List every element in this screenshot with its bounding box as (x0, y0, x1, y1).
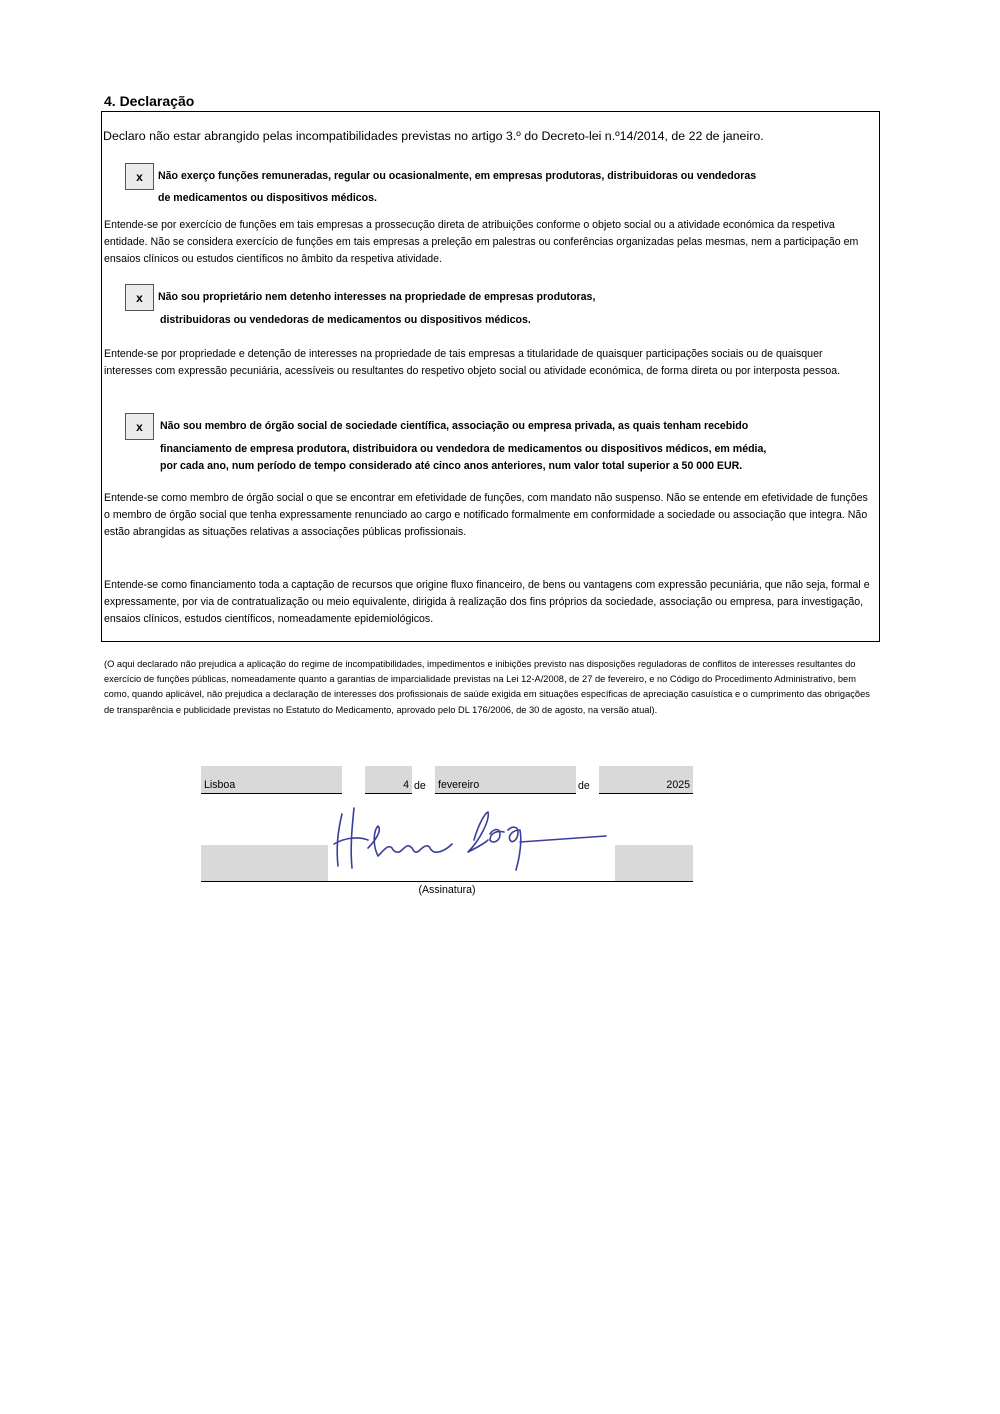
signature-field-right[interactable] (615, 845, 693, 881)
declaration-3-line-2: financiamento de empresa produtora, distribuidora ou vendedora de medicamentos ou dispositivos médicos, em média, (160, 443, 767, 455)
declaration-3-line-1: Não sou membro de órgão social de sociedade científica, associação ou empresa privada, as quais tenham recebido (160, 420, 749, 432)
place-value: Lisboa (204, 779, 236, 791)
signature-line (201, 881, 693, 882)
month-field[interactable] (435, 766, 576, 794)
signature-label: (Assinatura) (418, 884, 476, 896)
intro-text: Declaro não estar abrangido pelas incompatibilidades previstas no artigo 3.º do Decreto-lei n.º14/2014, de 22 de janeiro. (103, 129, 764, 143)
year-field[interactable] (599, 766, 693, 794)
year-value: 2025 (666, 779, 690, 791)
day-field[interactable] (365, 766, 412, 794)
checkbox-no-ownership[interactable]: x (125, 284, 154, 311)
declaration-2-line-2: distribuidoras ou vendedoras de medicamentos ou dispositivos médicos. (160, 314, 531, 326)
checkbox-no-remunerated-functions[interactable]: x (125, 163, 154, 190)
declaration-1-explanation: Entende-se por exercício de funções em tais empresas a prossecução direta de atribuições conforme o objeto social ou a atividade económica da respetiva entidade. Não se considera exercício de funções em tais empresas a preleção em palestras ou conferências organizadas pelas mesmas, nem a participação em ensaios clínicos ou estudos científicos no âmbito da respetiva atividade. (104, 219, 859, 265)
handwritten-signature (328, 800, 618, 880)
declaration-3-explanation: Entende-se como membro de órgão social o que se encontrar em efetividade de funções, com mandato não suspenso. Não se entende em efetividade de funções o membro de órgão social que tenha expressamente renunciado ao cargo e notificado formalmente em conformidade a sociedade ou associação que integra. Não estão abrangidas as situações relativas a associações públicas profissionais. (104, 492, 868, 538)
declaration-2-line-1: Não sou proprietário nem detenho interesses na propriedade de empresas produtoras, (158, 291, 596, 303)
month-value: fevereiro (438, 779, 480, 791)
declaration-1-line-1: Não exerço funções remuneradas, regular ou ocasionalmente, em empresas produtoras, distribuidoras ou vendedoras (158, 170, 757, 182)
declaration-2-explanation: Entende-se por propriedade e detenção de interesses na propriedade de tais empresas a titularidade de quaisquer participações sociais ou de quaisquer interesses com expressão pecuniária, acessíveis ou resultantes do respetivo objeto social ou atividade económica, de forma direta ou por interposta pessoa. (104, 348, 841, 377)
section-title: 4. Declaração (104, 93, 195, 109)
declaration-1-line-2: de medicamentos ou dispositivos médicos. (158, 192, 377, 204)
declaration-3-line-3: por cada ano, num período de tempo considerado até cinco anos anteriores, num valor total superior a 50 000 EUR. (160, 460, 743, 472)
date-separator-2: de (578, 780, 590, 792)
signature-field-left[interactable] (201, 845, 328, 881)
date-separator-1: de (414, 780, 426, 792)
place-field[interactable] (201, 766, 342, 794)
day-value: 4 (403, 779, 409, 791)
financing-note: Entende-se como financiamento toda a captação de recursos que origine fluxo financeiro, de bens ou vantagens com expressão pecuniária, que não seja, formal e expressamente, por via de contratualização ou meio equivalente, dirigida à realização dos fins próprios da sociedade, associação ou empresa, para investigação, ensaios clínicos, estudos científicos, nomeadamente epidemiológicos. (104, 579, 870, 625)
footnote: (O aqui declarado não prejudica a aplicação do regime de incompatibilidades, impedimentos e inibições previsto nas disposições reguladoras de conflitos de interesses resultantes do exercício de funções públicas, nomeadamente quanto a garantias de imparcialidade previstas na Lei 12-A/2008, de 27 de fevereiro, e no Código do Procedimento Administrativo, bem como, quando aplicável, não prejudica a declaração de interesses dos profissionais de saúde exigida em situações específicas de apreciação casuística e o cumprimento das obrigações de transparência e publicidade previstas no Estatuto do Medicamento, aprovado pelo DL 176/2006, de 30 de agosto, na versão atual). (104, 659, 870, 715)
checkbox-no-social-body-member[interactable]: x (125, 413, 154, 440)
